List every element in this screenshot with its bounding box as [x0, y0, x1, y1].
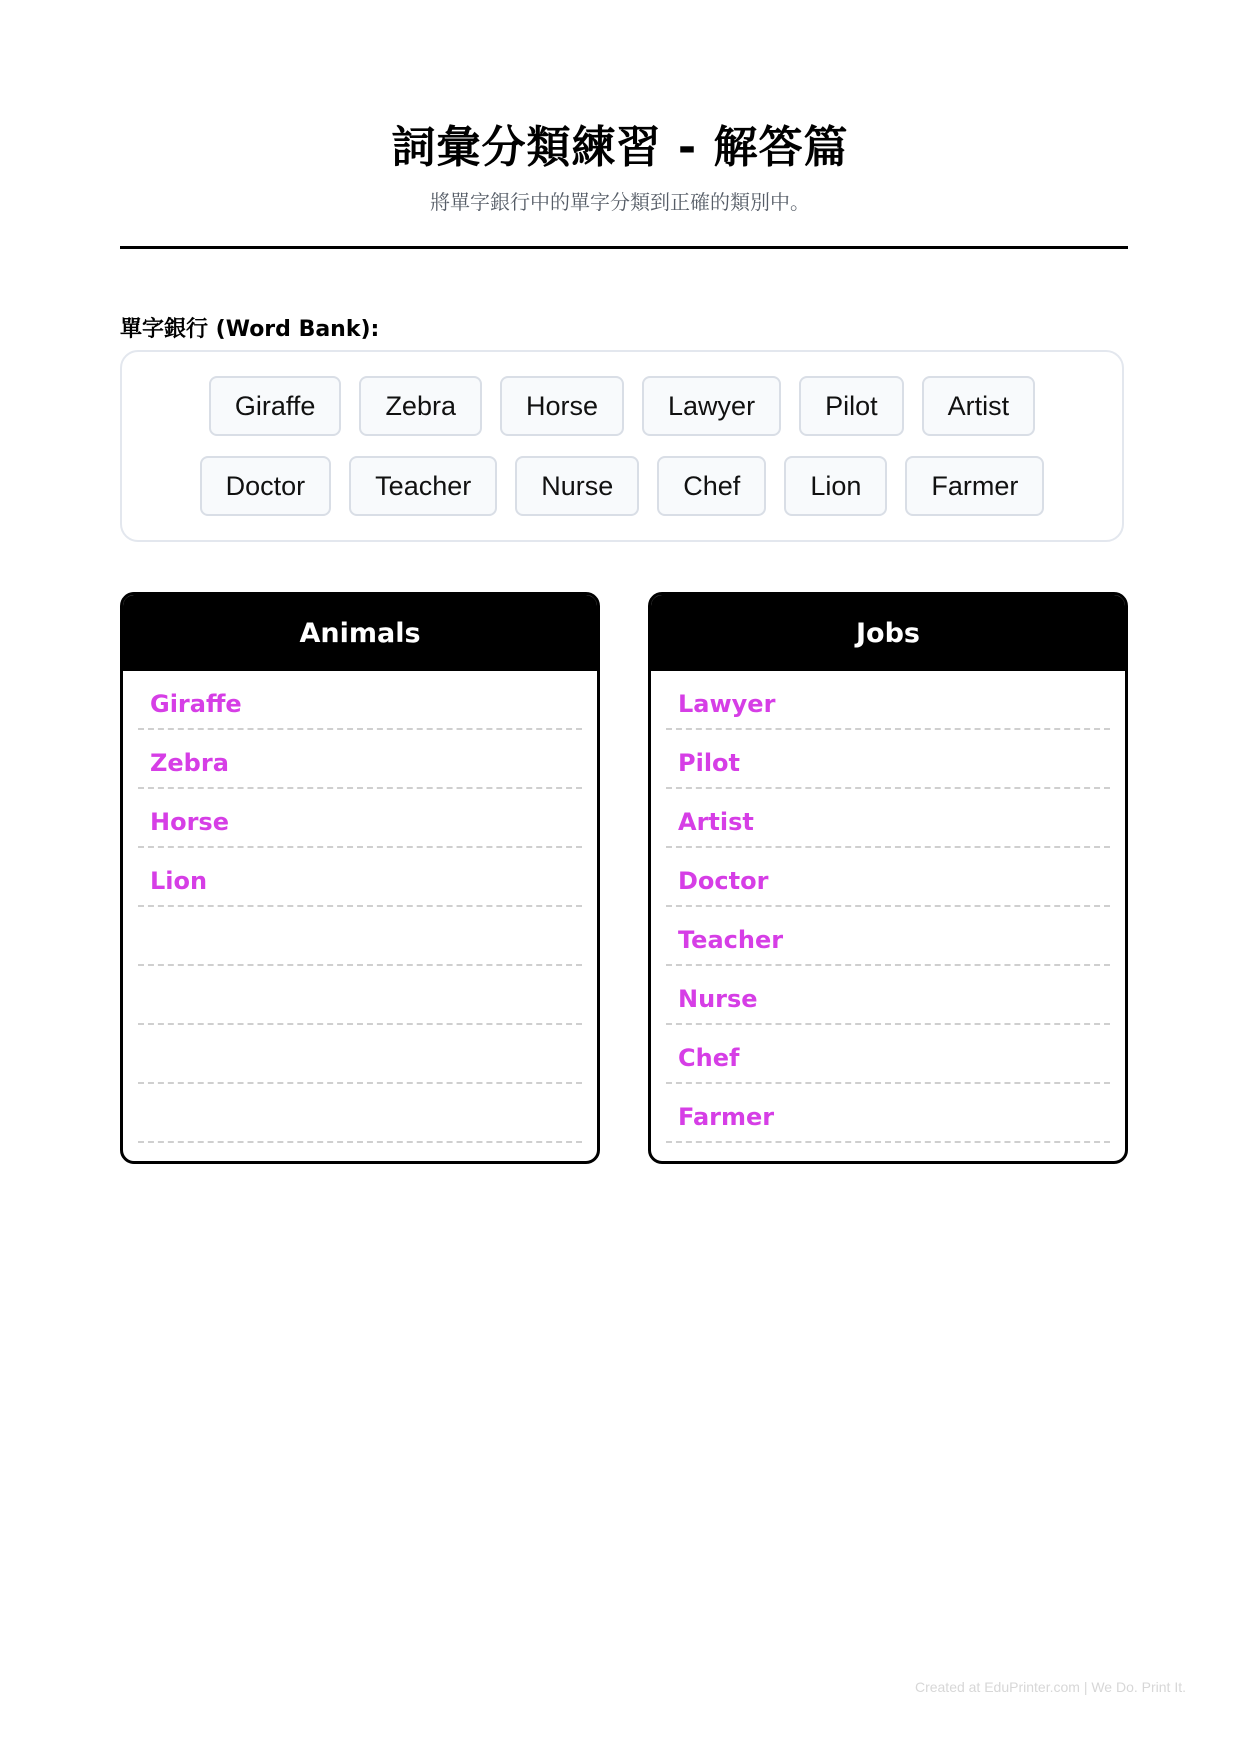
- answer-line: Giraffe: [138, 671, 582, 730]
- page-subtitle: 將單字銀行中的單字分類到正確的類別中。: [430, 190, 810, 214]
- word-chip: Lion: [784, 456, 887, 516]
- header-divider: [120, 246, 1128, 249]
- answer-line: [138, 966, 582, 1025]
- answer-line: Doctor: [666, 848, 1110, 907]
- answer-line: [138, 1084, 582, 1143]
- answer-line: [138, 907, 582, 966]
- answer-lines: [123, 671, 597, 1143]
- word-chip: Doctor: [200, 456, 332, 516]
- word-bank-row: [122, 376, 1122, 436]
- word-chip: Pilot: [799, 376, 904, 436]
- word-chip: Artist: [922, 376, 1036, 436]
- answer-line: [138, 1025, 582, 1084]
- category-title: Animals: [123, 595, 597, 671]
- word-chip: Teacher: [349, 456, 497, 516]
- category-animals: [120, 592, 600, 1164]
- word-chip: Lawyer: [642, 376, 781, 436]
- answer-line: Zebra: [138, 730, 582, 789]
- category-jobs: [648, 592, 1128, 1164]
- word-bank-label: 單字銀行 (Word Bank):: [120, 317, 380, 342]
- answer-line: Teacher: [666, 907, 1110, 966]
- answer-line: Farmer: [666, 1084, 1110, 1143]
- answer-lines: [651, 671, 1125, 1143]
- word-bank-row: [122, 456, 1122, 516]
- category-title: Jobs: [651, 595, 1125, 671]
- answer-line: Pilot: [666, 730, 1110, 789]
- answer-line: Artist: [666, 789, 1110, 848]
- page-title: 詞彙分類練習 - 解答篇: [391, 122, 849, 173]
- word-chip: Giraffe: [209, 376, 342, 436]
- word-chip: Nurse: [515, 456, 639, 516]
- answer-line: Lawyer: [666, 671, 1110, 730]
- worksheet-header: [0, 112, 1240, 216]
- word-bank: [120, 350, 1124, 542]
- word-chip: Zebra: [359, 376, 482, 436]
- word-chip: Horse: [500, 376, 624, 436]
- answer-line: Chef: [666, 1025, 1110, 1084]
- answer-line: Lion: [138, 848, 582, 907]
- word-chip: Farmer: [905, 456, 1044, 516]
- answer-line: Nurse: [666, 966, 1110, 1025]
- word-chip: Chef: [657, 456, 766, 516]
- footer-credit: Created at EduPrinter.com | We Do. Print It.: [914, 1679, 1186, 1695]
- answer-line: Horse: [138, 789, 582, 848]
